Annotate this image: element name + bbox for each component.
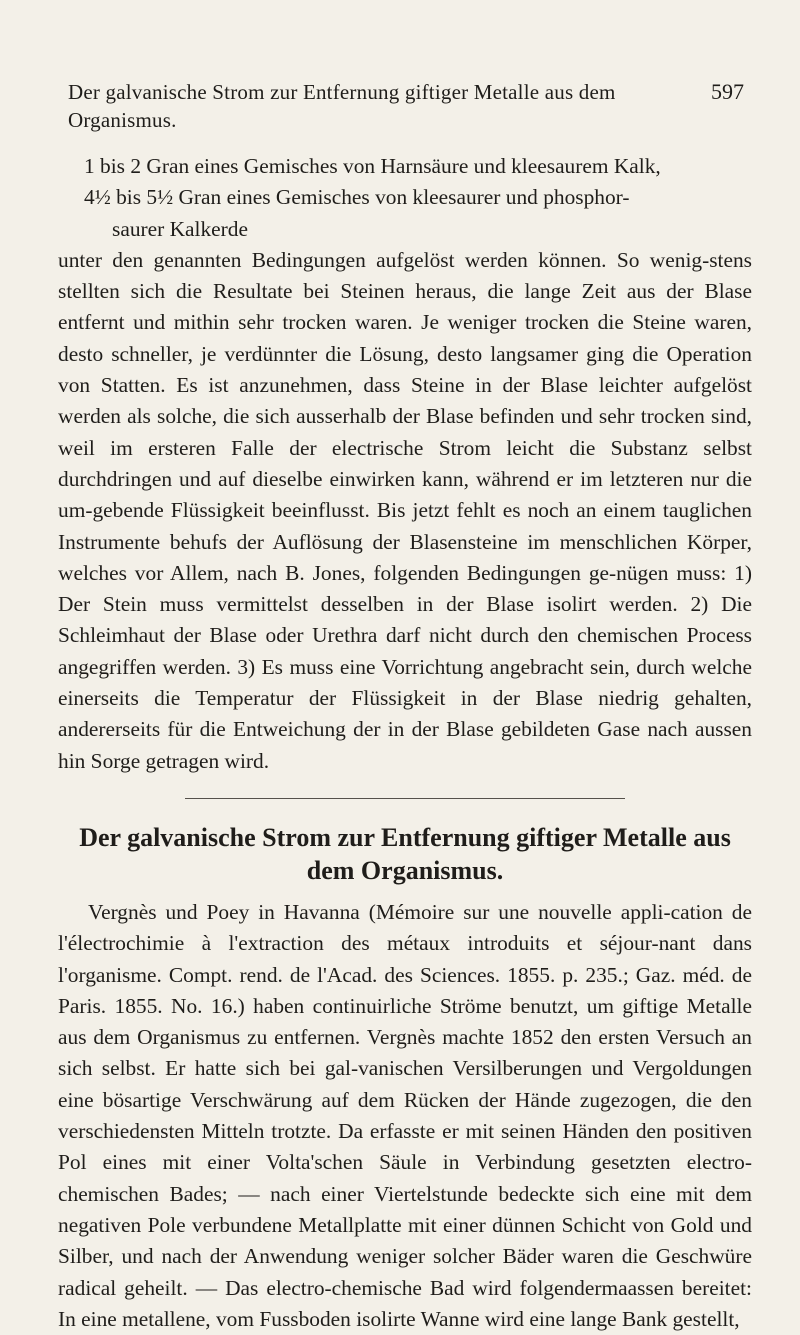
list-line-3: saurer Kalkerde — [112, 216, 248, 241]
paragraph-dissolution: unter den genannten Bedingungen aufgelöst werden können. So wenig-stens stellten sich die Resultate bei Steinen heraus, die lange Zeit aus der Blase entfernt und mithin sehr trocken waren. Je weniger trocken die Steine waren, desto schneller, je verdünnter die Lösung, desto langsamer ging die Operation von Statten. Es ist anzunehmen, dass Steine in der Blase leichter aufgelöst werden als solche, die sich ausserhalb der Blase befinden und sehr trocken sind, weil im ersteren Falle der electrische Strom leicht die Substanz selbst durchdringen und auf dieselbe einwirken kann, während er im letzteren nur die um-gebende Flüssigkeit beeinflusst. Bis jetzt fehlt es noch an einem tauglichen Instrumente behufs der Auflösung der Blasensteine im menschlichen Körper, welches vor Allem, nach B. Jones, folgenden Bedingungen ge-nügen muss: 1) Der Stein muss vermittelst desselben in der Blase isolirt werden. 2) Die Schleimhaut der Blase oder Urethra darf nicht durch den chemischen Process angegriffen werden. 3) Es muss eine Vorrichtung angebracht sein, durch welche einerseits die Temperatur der Flüssigkeit in der Blase niedrig gehalten, andererseits für die Entweichung der in der Blase gebildeten Gase nach aussen hin Sorge getragen wird. — [58, 247, 752, 773]
paragraph-vergnes: Vergnès und Poey in Havanna (Mémoire sur une nouvelle appli-cation de l'électrochimie à l'extraction des métaux introduits et séjour-nant dans l'organisme. Compt. rend. de l'Acad. des Sciences. 1855. p. 235.; Gaz. méd. de Paris. 1855. No. 16.) haben continuirliche Ströme benutzt, um giftige Metalle aus dem Organismus zu entfernen. Vergnès machte 1852 den ersten Versuch an sich selbst. Er hatte sich bei gal-vanischen Versilberungen und Vergoldungen eine bösartige Verschwärung auf dem Rücken der Hände zugezogen, die den verschiedensten Mitteln trotzte. Da erfasste er mit seinen Händen den positiven Pol eines mit einer Volta'schen Säule in Verbindung gesetzten electro-chemischen Bades; — nach einer Viertelstunde bedeckte sich eine mit dem negativen Pole verbundene Metallplatte mit einer dünnen Schicht von Gold und Silber, und nach der Anwendung weniger solcher Bäder waren die Geschwüre radical geheilt. — Das electro-chemische Bad wird folgendermaassen bereitet: In eine metallene, vom Fussboden isolirte Wanne wird eine lange Bank gestellt, — [58, 899, 752, 1331]
section-heading — [58, 821, 752, 887]
section-heading-line-1: Der galvanische Strom zur Entfernung giftiger Metalle aus — [79, 822, 731, 852]
section-divider — [185, 798, 625, 799]
section-heading-line-2: dem Organismus. — [306, 855, 504, 885]
running-title: Der galvanische Strom zur Entfernung giftiger Metalle aus dem Organismus. — [68, 80, 616, 132]
running-head — [58, 78, 752, 134]
list-line-1: 1 bis 2 Gran eines Gemisches von Harnsäure und kleesaurem Kalk, — [84, 154, 661, 178]
list-line-2: 4½ bis 5½ Gran eines Gemisches von kleesaurer und phosphor- — [84, 185, 630, 210]
page-number: 597 — [711, 79, 744, 104]
body-text — [58, 151, 752, 1335]
